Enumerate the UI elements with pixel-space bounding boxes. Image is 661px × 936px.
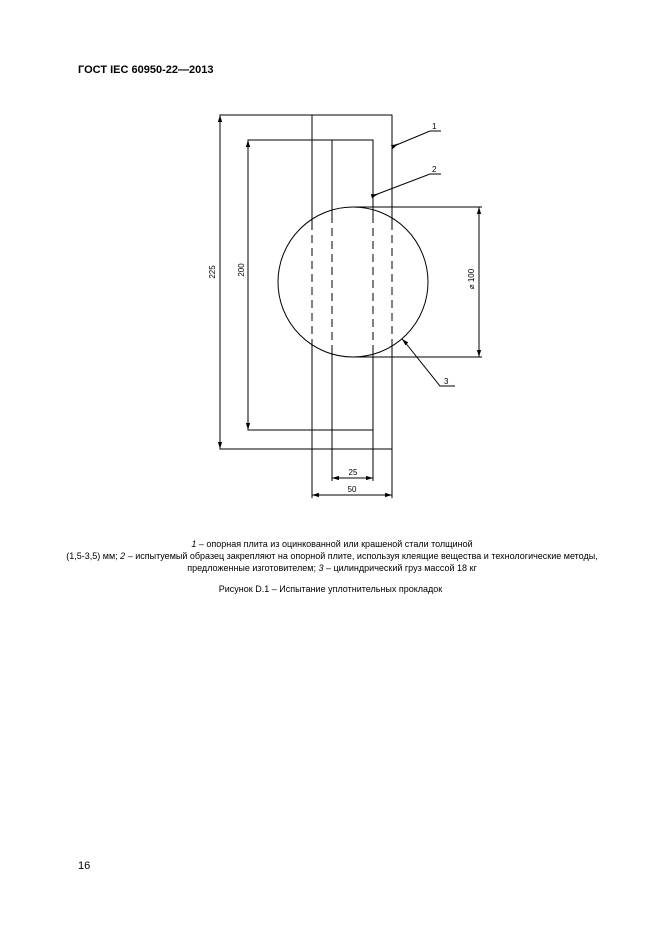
legend-item-1-text: – опорная плита из оцинкованной или крашеной стали толщиной — [196, 539, 473, 549]
cylindrical-weight — [278, 207, 428, 357]
legend-item-1-number: 1 — [191, 539, 197, 549]
support-plate — [220, 115, 392, 449]
legend-line-1 — [62, 538, 602, 550]
legend-item-2-number: 2 — [120, 551, 126, 561]
dim-label-225: 225 — [208, 265, 217, 279]
legend-item-2-text: – испытуемый образец закрепляют на опорной плите, используя клеящие вещества и технологические методы, предложенные изготовителем; — [125, 551, 598, 573]
legend-item-3-text: – цилиндрический груз массой 18 кг — [323, 563, 477, 573]
legend-item-1-continuation: (1,5-3,5) мм; — [66, 551, 121, 561]
dim-label-25: 25 — [348, 468, 358, 477]
callout-leader-1 — [394, 131, 441, 146]
dim-label-200: 200 — [237, 263, 246, 277]
dim-label-diameter: ⌀ 100 — [467, 268, 476, 290]
page-number: 16 — [78, 860, 91, 872]
callout-number-1: 1 — [432, 122, 437, 131]
dim-label-50: 50 — [347, 485, 357, 494]
figure-title: Рисунок D.1 – Испытание уплотнительных прокладок — [218, 584, 443, 594]
callout-leader-2 — [375, 174, 441, 195]
legend-item-3-number: 3 — [318, 563, 324, 573]
test-sample — [248, 140, 373, 430]
callout-number-3: 3 — [444, 377, 449, 386]
figure-legend — [62, 538, 602, 574]
callout-number-2: 2 — [432, 165, 437, 174]
document-header: ГОСТ IEC 60950-22—2013 — [78, 64, 214, 76]
